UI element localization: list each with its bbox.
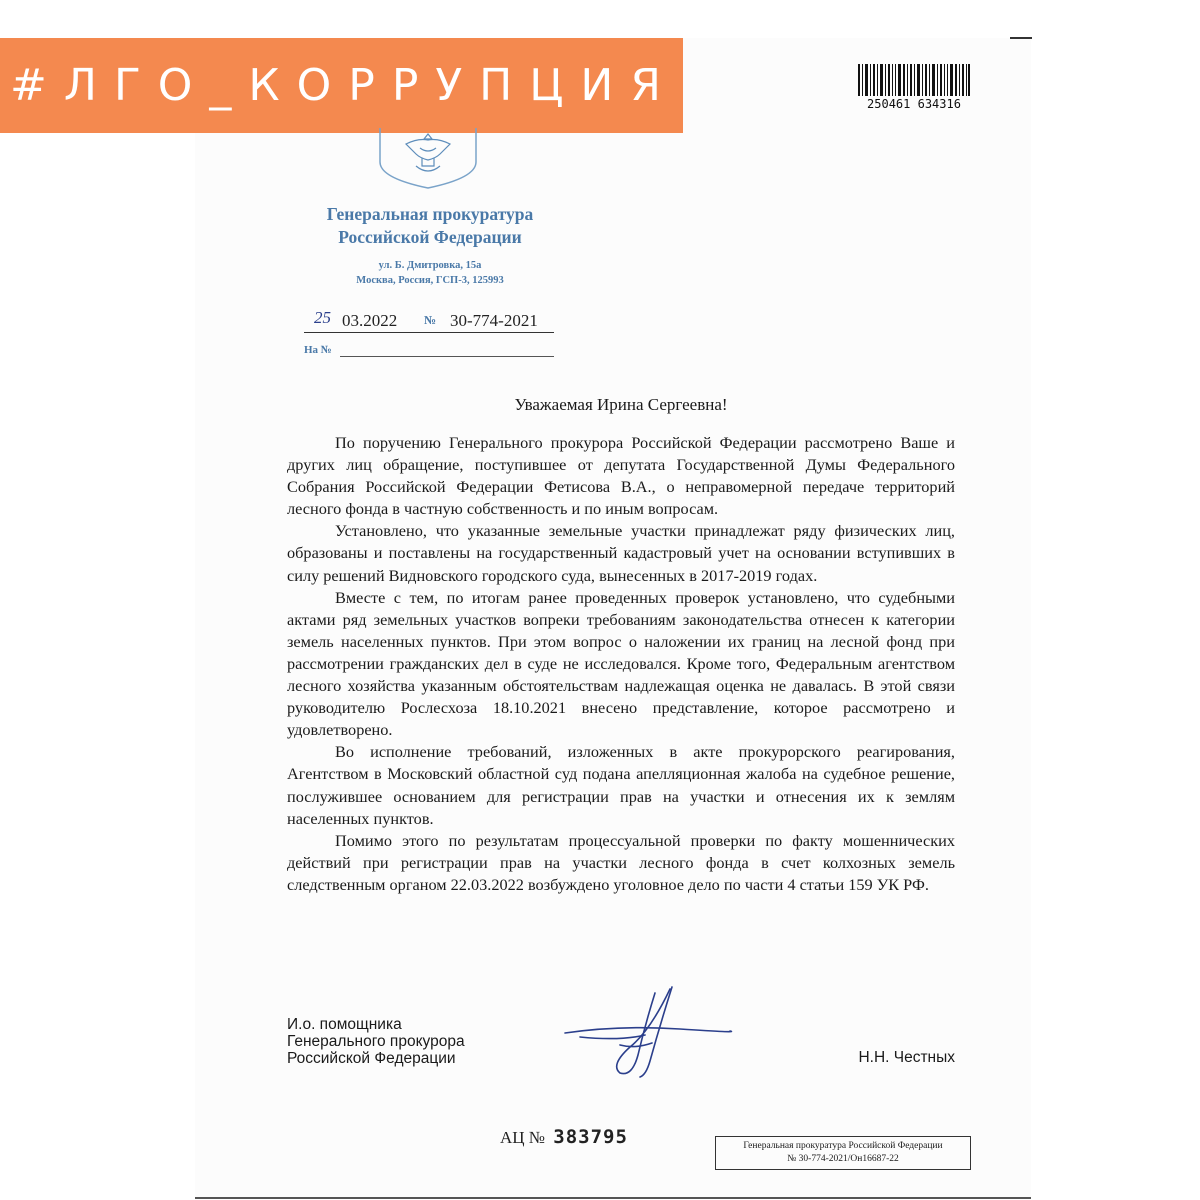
signatory-title-line1: И.о. помощника xyxy=(287,1016,402,1033)
serial-label: АЦ № xyxy=(500,1128,546,1147)
org-name-line2: Российской Федерации xyxy=(338,227,522,247)
paragraph: Во исполнение требований, изложенных в акте прокурорского реагирования, Агентством в Московский областной суд подана апелляционная жалоба на судебное решение, послужившее основанием для регистрации прав на участки и отнесения их к землям населенных пунктов. xyxy=(287,742,955,828)
letter-body xyxy=(287,432,955,896)
org-name-line1: Генеральная прокуратура xyxy=(326,204,534,224)
letter-greeting: Уважаемая Ирина Сергеевна! xyxy=(514,395,728,414)
paragraph: Помимо этого по результатам процессуальной проверки по факту мошеннических действий при регистрации прав на участки лесного фонда в счет колхозных земель следственным органом 22.03.2022 возбуждено уголовное дело по части 4 статьи 159 УК РФ. xyxy=(287,830,955,894)
paragraph: По поручению Генерального прокурора Российской Федерации рассмотрено Ваше и других лиц обращение, поступившее от депутата Государственной Думы Федерального Собрания Российской Федерации Фетисова В.А., о неправомерной передаче территорий лесного фонда в частную собственность и по иным вопросам. xyxy=(287,433,955,519)
date-handwritten-day: 25 xyxy=(314,308,331,327)
reference-line xyxy=(304,344,554,358)
hashtag-banner xyxy=(0,38,683,133)
signatory-title xyxy=(287,1016,547,1067)
signatory-title-line2: Генерального прокурора xyxy=(287,1033,465,1050)
reference-blank xyxy=(340,356,554,357)
organization-address xyxy=(300,258,560,288)
signatory-title-line3: Российской Федерации xyxy=(287,1050,456,1067)
serial-number xyxy=(500,1126,700,1148)
paragraph: Вместе с тем, по итогам ранее проведенных проверок установлено, что судебными актами ряд земельных участков вопреки требованиям законодательства отнесен к категории земель населенных пунктов. При этом вопрос о наложении их границ на лесной фонд при рассмотрении гражданских дел в суде не исследовался. Кроме того, Федеральным агентством лесного хозяйства указанным обстоятельствам надлежащая оценка не давалась. В этой связи руководителю Рослесхоза 18.10.2021 внесено представление, которое рассмотрено и удовлетворено. xyxy=(287,587,955,740)
document-number: 30-774-2021 xyxy=(450,311,538,330)
registration-stamp xyxy=(715,1136,971,1170)
stamp-line1: Генеральная прокуратура Российской Федерации xyxy=(743,1141,943,1151)
document-date-number xyxy=(304,310,554,333)
paragraph: Установлено, что указанные земельные участки принадлежат ряду физических лиц, образованы и поставлены на государственный кадастровый учет на основании вступивших в силу решений Видновского городского суда, вынесенных в 2017-2019 годах. xyxy=(287,521,955,585)
address-line1: ул. Б. Дмитровка, 15а xyxy=(378,260,482,271)
document-date: 03.2022 xyxy=(342,311,398,330)
organization-name xyxy=(280,203,580,249)
reference-label: На № xyxy=(304,344,332,356)
serial-value: 383795 xyxy=(553,1126,628,1148)
handwritten-signature xyxy=(560,985,735,1085)
signatory-name: Н.Н. Честных xyxy=(858,1049,955,1066)
page-bottom-edge xyxy=(195,1197,1031,1199)
barcode-icon xyxy=(858,64,970,96)
stamp-line2: № 30-774-2021/Он16687-22 xyxy=(787,1154,899,1164)
coat-of-arms-icon xyxy=(376,128,480,190)
page-edge-mark xyxy=(1010,37,1032,39)
number-label: № xyxy=(424,313,437,327)
barcode-number: 250461 634316 xyxy=(867,97,961,111)
address-line2: Москва, Россия, ГСП-3, 125993 xyxy=(356,275,504,286)
hashtag-text: #ЛГО_КОРРУПЦИЯ xyxy=(10,60,678,111)
